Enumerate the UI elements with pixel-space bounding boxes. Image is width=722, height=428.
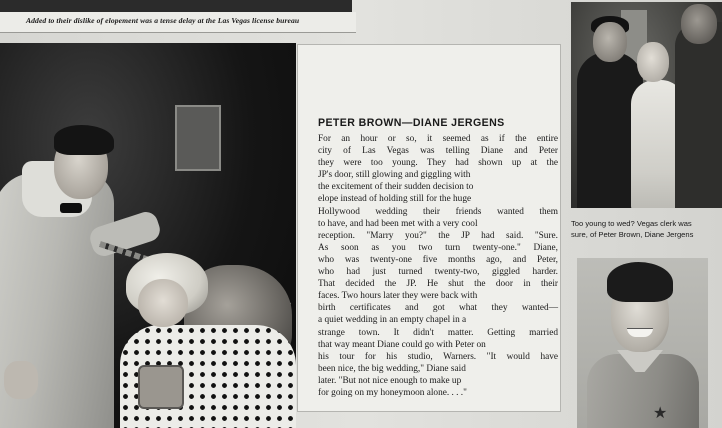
side-caption-line: sure, of Peter Brown, Diane Jergens: [571, 229, 694, 239]
article-line: they were too young. They had shown up at the: [318, 158, 558, 169]
portrait-hair: [607, 262, 673, 302]
man-hair: [54, 125, 114, 155]
article-line: a quiet wedding in an empty chapel in a: [318, 315, 467, 326]
article-line: That decided the JP. He shut the door in their: [318, 279, 558, 290]
article-line: faces. Two hours later they were back with: [318, 291, 478, 302]
article-column: [297, 44, 561, 412]
article-line: strange town. It didn't matter. Getting married: [318, 327, 558, 338]
article-line: For an hour or so, it seemed as if the entire: [318, 134, 558, 144]
top-caption: Added to their dislike of elopement was a tense delay at the Las Vegas license bureau: [26, 16, 300, 25]
article-line: the excitement of their sudden decision to: [318, 182, 474, 193]
article-line: who was twenty-one five months ago, and Peter,: [318, 254, 558, 265]
side-caption: [571, 219, 722, 240]
bow-tie: [60, 203, 82, 213]
article-line: been nice, the big wedding," Diane said: [318, 363, 466, 374]
article-body: [318, 133, 558, 399]
couple-photo: [0, 43, 296, 428]
article-line: As soon as you two turn twenty-one." Diane,: [318, 242, 558, 253]
woman-face: [138, 279, 188, 327]
article-line: city of Las Vegas was telling Diane and Peter: [318, 146, 558, 157]
article-headline: PETER BROWN—DIANE JERGENS: [318, 117, 505, 129]
article-line: later. "But not nice enough to make up: [318, 375, 462, 386]
handbag: [138, 365, 184, 409]
article-line: that way meant Diane could go with Peter on: [318, 339, 486, 350]
article-line: reception. "Marry you?" the JP had said. "Sure.: [318, 230, 558, 241]
peter-brown-portrait: [577, 258, 708, 428]
article-line: birth certificates and got what they wanted—: [318, 303, 558, 314]
article-line: Hollywood wedding their friends wanted them: [318, 206, 558, 217]
clerk-figure: [675, 22, 722, 208]
side-caption-line: Too young to wed? Vegas clerk was: [571, 219, 692, 228]
article-line: who had just turned twenty-two, giggled harder.: [318, 267, 558, 278]
article-line: his tour for his studio, Warners. "It would have: [318, 351, 558, 362]
article-line: for going on my honeymoon alone. . . .": [318, 387, 467, 398]
man-hand: [4, 361, 38, 399]
article-line: elope instead of holding still for the huge: [318, 194, 472, 205]
top-photo-edge: [0, 0, 352, 12]
bride-face: [637, 42, 669, 82]
background-sign: [175, 105, 221, 171]
groom-face: [593, 22, 627, 62]
article-line: JP's door, still glowing and giggling with: [318, 170, 471, 181]
wedding-photo: [571, 2, 722, 208]
clerk-head: [681, 4, 717, 44]
top-caption-box: [0, 12, 356, 33]
article-line: to have, and had been met with a very cool: [318, 218, 478, 229]
